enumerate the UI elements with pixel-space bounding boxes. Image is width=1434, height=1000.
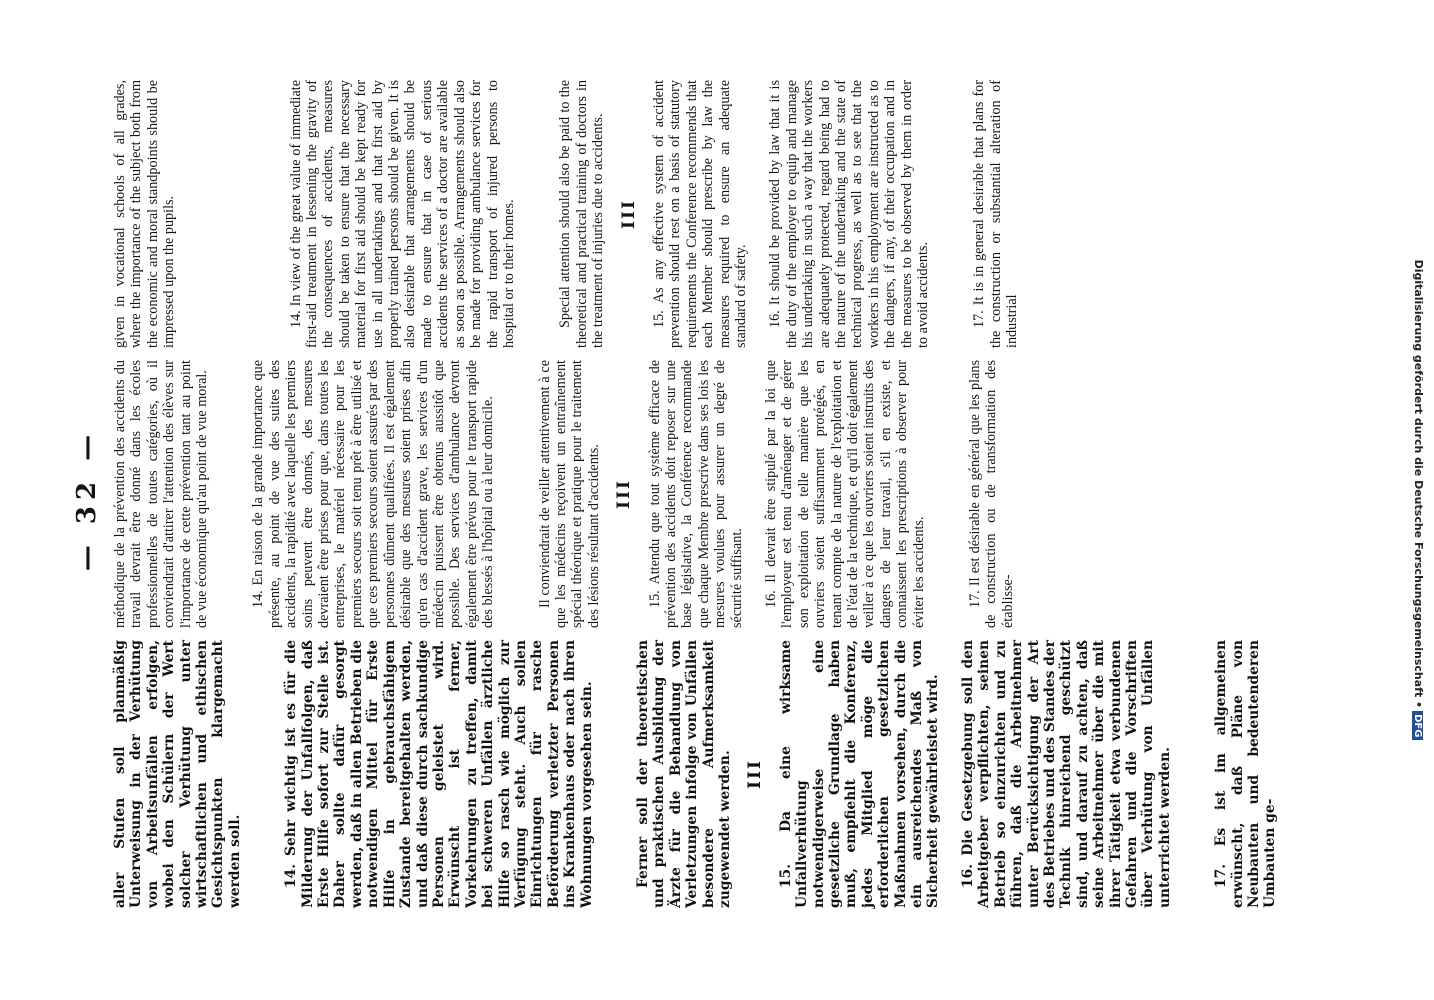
- page-number: — 32 —: [72, 428, 102, 572]
- german-column: [112, 640, 1279, 908]
- german-paragraph-15: 15. Da eine wirksame Unfallverhütung notwendigerweise eine gesetzliche Grundlage haben muß, empfiehlt die Konferenz, jedes Mitglied möge die erforderlichen gesetzlichen Maßnahmen vorsehen, durch die ein ausreichendes Maß von Sicherheit gewährleistet wird.: [777, 640, 942, 908]
- english-paragraph-17: 17. It is in general desirable that plans for the construction or substantial alteration of industrial: [971, 80, 1021, 348]
- german-section-heading: III: [745, 759, 766, 789]
- french-paragraph-13-continued: méthodique de la prévention des accidents du travail devrait être donné dans les écoles professionnelles de toutes catégories, où il conviendrait d'attirer l'attention des élèves sur l'importance de cette prévention tant au point de vue économique qu'au point de vue moral.: [112, 360, 211, 628]
- german-paragraph-14: 14. Sehr wichtig ist es für die Milderung der Unfallfolgen, daß Erste Hilfe sofort zur Stelle ist. Daher sollte dafür gesorgt werden, daß in allen Betrieben die notwendigen Mittel für Erste Hilfe in gebrauchsfähigem Zustande bereitgehalten werden, und daß diese durch sachkundige Personen geleistet wird. Erwünscht ist ferner, Vorkehrungen zu treffen, damit bei schweren Unfällen ärztliche Hilfe so rasch wie möglich zur Verfügung steht. Auch sollen Einrichtungen für rasche Beförderung verletzter Personen ins Krankenhaus oder nach ihren Wohnungen vorgesehen sein.: [283, 640, 595, 908]
- dfg-logo-badge: DFG: [1412, 711, 1423, 740]
- digitization-watermark: [1412, 0, 1425, 1000]
- french-column: [112, 360, 1016, 628]
- watermark-text: Digitalisierung gefördert durch die Deutsche Forschungsgemeinschaft •: [1412, 259, 1425, 709]
- french-paragraph-16: 16. Il devrait être stipulé par la loi que l'employeur est tenu d'aménager et de gérer son exploitation de telle manière que les ouvriers soient suffisamment protégés, en tenant compte de la nature de l'exploitation et de l'état de la technique, et qu'il doit également veiller à ce que les ouvriers soient instruits des dangers de leur travail, s'il en existe, et connaissent les prescriptions à observer pour éviter les accidents.: [763, 360, 927, 628]
- german-paragraph-17: 17. Es ist im allgemeinen erwünscht, daß Pläne von Neubauten und bedeutenderen Umbauten ge-: [1213, 640, 1279, 908]
- french-paragraph-14-second: Il conviendrait de veiller attentivement à ce que les médecins reçoivent un entraînement spécial théorique et pratique pour le traitement des lésions résultant d'accidents.: [536, 360, 602, 628]
- english-paragraph-13-continued: given in vocational schools of all grades, where the importance of the subject both from the economic and moral standpoints should be impressed upon the pupils.: [112, 80, 178, 348]
- french-paragraph-17: 17. Il est désirable en général que les plans de construction ou de transformation des établisse-: [967, 360, 1016, 628]
- german-paragraph-13-continued: aller Stufen soll planmäßig Unterweisung in der Verhütung von Arbeitsunfällen erfolgen, wobei den Schülern der Wert solcher Verhütung unter wirtschaftlichen und ethischen Gesichtspunkten klargemacht werden soll.: [112, 640, 243, 908]
- english-section-heading: III: [618, 199, 639, 229]
- french-paragraph-14: 14. En raison de la grande importance que présente, au point de vue des suites des accidents, la rapidité avec laquelle les premiers soins peuvent être donnés, des mesures devraient être prises pour que, dans toutes les entreprises, le matériel nécessaire pour les premiers secours soit tenu prêt à être utilisé et que ces premiers secours soient assurés par des personnes dûment qualifiées. Il est également désirable que des mesures soient prises afin qu'en cas d'accident grave, les services d'un médecin puissent être obtenus aussitôt que possible. Des services d'ambulance devront également être prévus pour le transport rapide des blessés à l'hôpital ou à leur domicile.: [250, 360, 497, 628]
- english-paragraph-16: 16. It should be provided by law that it is the duty of the employer to equip and manage his undertaking in such a way that the workers are adequately protected, regard being had to the nature of the undertaking and the state of technical progress, as well as to see that the workers in his employment are instructed as to the dangers, if any, of their occupation and in the measures to be observed by them in order to avoid accidents.: [767, 80, 932, 348]
- english-paragraph-15: 15. As any effective system of accident prevention should rest on a basis of statutory requirements the Conference recommends that each Member should prescribe by law the measures required to ensure an adequate standard of safety.: [650, 80, 749, 348]
- french-paragraph-15: 15. Attendu que tout système efficace de prévention des accidents doit reposer sur une base législative, la Conférence recommande que chaque Membre prescrive dans ses lois les mesures voulues pour assurer un degré de sécurité suffisant.: [646, 360, 745, 628]
- german-paragraph-14-second: Ferner soll der theoretischen und praktischen Ausbildung der Ärzte für die Behandlung von Verletzungen infolge von Unfällen besondere Aufmerksamkeit zugewendet werden.: [634, 640, 733, 908]
- english-paragraph-14: 14. In view of the great value of immediate first-aid treatment in lessening the gravity of the consequences of accidents, measures should be taken to ensure that the necessary material for first aid should be kept ready for use in all undertakings and that first aid by properly trained persons should be given. It is also desirable that arrangements should be made to ensure that in case of serious accidents the services of a doctor are available as soon as possible. Arrangements should also be made for providing ambulance services for the rapid transport of injured persons to hospital or to their homes.: [287, 80, 517, 348]
- english-column: [112, 80, 1021, 348]
- french-section-heading: III: [614, 479, 635, 509]
- english-paragraph-14-second: Special attention should also be paid to the theoretical and practical training of doctors in the treatment of injuries due to accidents.: [557, 80, 607, 348]
- german-paragraph-16: 16. Die Gesetzgebung soll den Arbeitgeber verpflichten, seinen Betrieb so einzurichten und zu führen, daß die Arbeitnehmer unter Berücksichtigung der Art des Betriebes und des Standes der Technik hinreichend geschützt sind, und darauf zu achten, daß seine Arbeitnehmer über die mit ihrer Tätigkeit etwa verbundenen Gefahren und die Vorschriften über Verhütung von Unfällen unterrichtet werden.: [959, 640, 1173, 908]
